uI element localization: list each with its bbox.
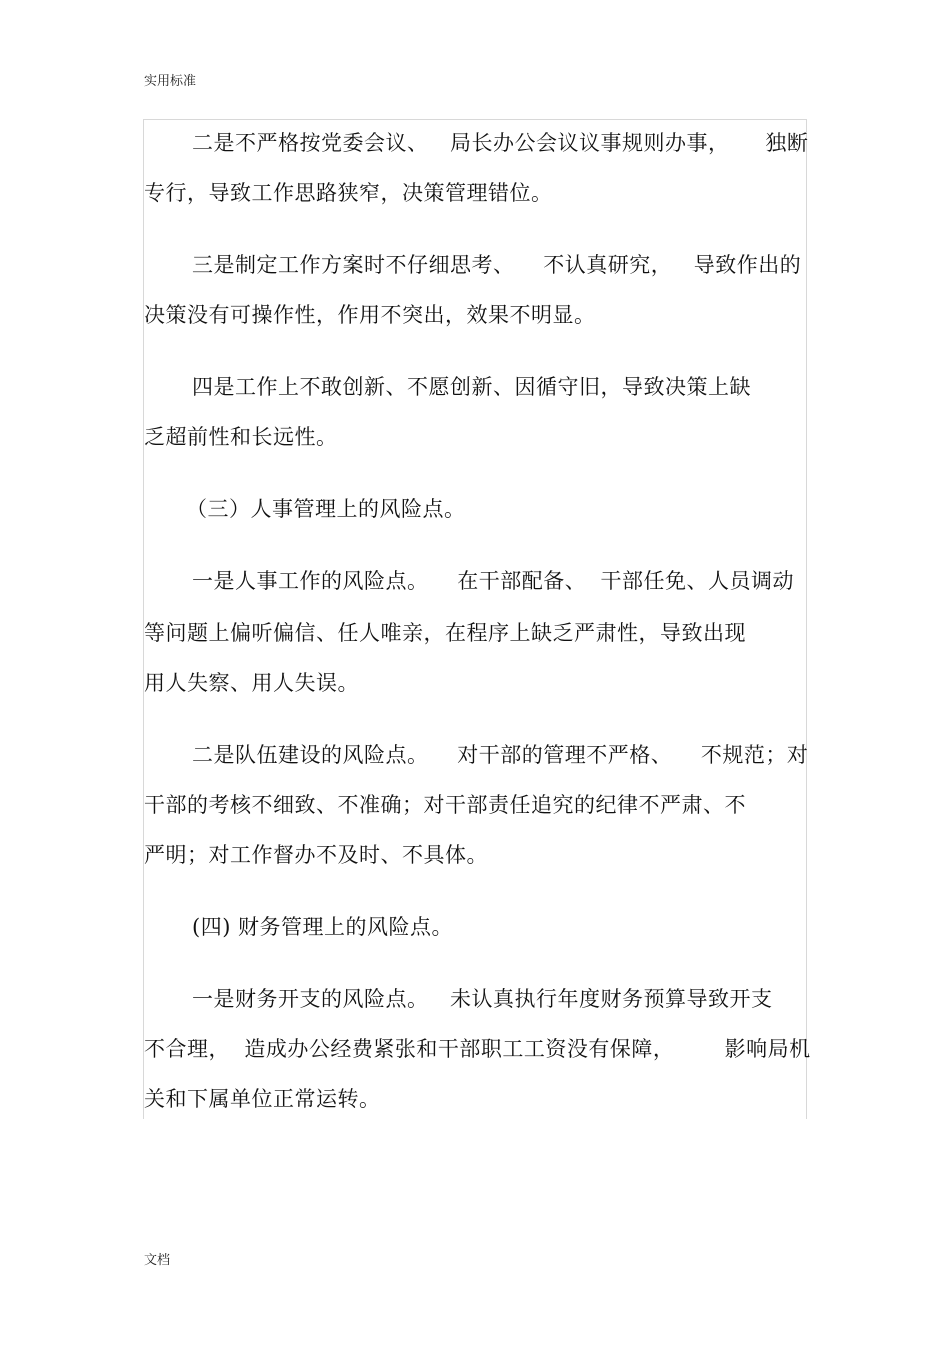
paragraph-line: 关和下属单位正常运转。 — [144, 1087, 381, 1111]
paragraph-line: 等问题上偏听偏信、任人唯亲，在程序上缺乏严肃性，导致出现 — [144, 621, 746, 645]
page-header: 实用标准 — [144, 74, 197, 89]
paragraph-line: 专行，导致工作思路狭窄，决策管理错位。 — [144, 181, 553, 205]
paragraph-line: 用人失察、用人失误。 — [144, 671, 359, 695]
paragraph-line: 一是财务开支的风险点。 未认真执行年度财务预算导致开支 — [192, 987, 773, 1011]
paragraph-line: 三是制定工作方案时不仔细思考、 不认真研究， 导致作出的 — [192, 253, 802, 277]
paragraph-line: 决策没有可操作性，作用不突出，效果不明显。 — [144, 303, 596, 327]
paragraph-line: 一是人事工作的风险点。 在干部配备、 干部任免、人员调动 — [192, 569, 795, 593]
paragraph-line: 乏超前性和长远性。 — [144, 425, 338, 449]
paragraph-line: 二是队伍建设的风险点。 对干部的管理不严格、 不规范；对 — [192, 743, 809, 767]
section-heading: （三）人事管理上的风险点。 — [186, 497, 466, 521]
paragraph-line: 严明；对工作督办不及时、不具体。 — [144, 843, 488, 867]
section-heading: (四) 财务管理上的风险点。 — [192, 915, 454, 939]
paragraph-line: 四是工作上不敢创新、不愿创新、因循守旧，导致决策上缺 — [192, 375, 751, 399]
paragraph-line: 二是不严格按党委会议、 局长办公会议议事规则办事， 独断 — [192, 131, 809, 155]
paragraph-line: 不合理， 造成办公经费紧张和干部职工工资没有保障， 影响局机 — [144, 1037, 811, 1061]
paragraph-line: 干部的考核不细致、不准确；对干部责任追究的纪律不严肃、不 — [144, 793, 746, 817]
page-footer: 文档 — [144, 1253, 171, 1268]
